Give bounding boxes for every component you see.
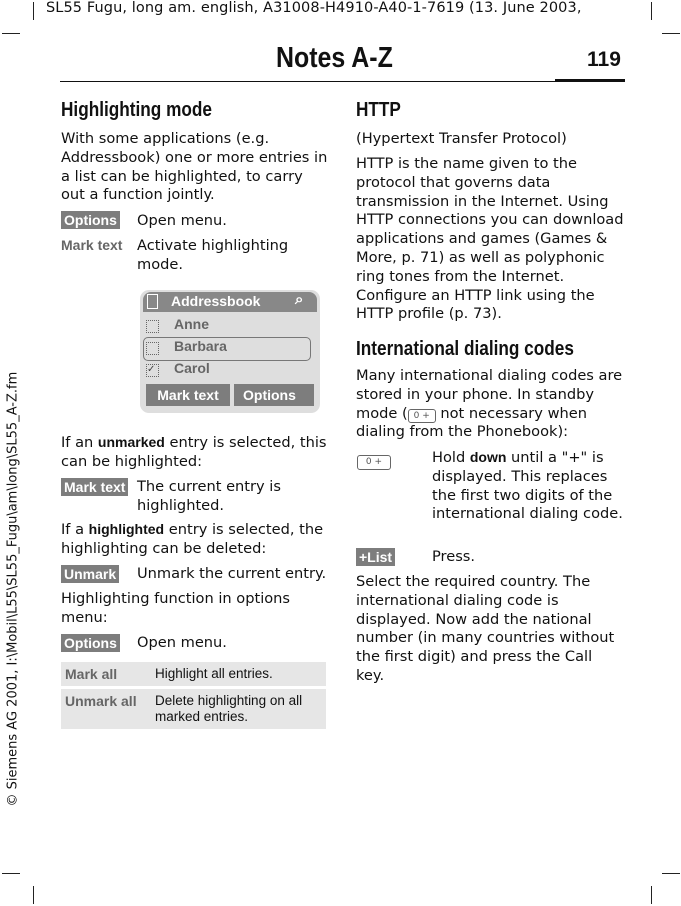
mark-text-key: Mark text bbox=[61, 237, 123, 253]
options-key: Options bbox=[61, 634, 120, 652]
text: entry is selected, the highlighting can be deleted: bbox=[61, 521, 324, 557]
crop-mark bbox=[2, 873, 20, 874]
checkbox-checked: ✓ bbox=[146, 364, 159, 377]
checkbox-unchecked bbox=[146, 320, 159, 333]
checkbox-unchecked bbox=[146, 342, 159, 355]
search-icon: ⌕ bbox=[295, 291, 304, 308]
screen-title-bar bbox=[143, 292, 317, 312]
list-key: +List bbox=[356, 548, 395, 566]
text: entry is selected, this can be highlighted: bbox=[61, 434, 327, 470]
option-description: Highlight all entries. bbox=[151, 662, 326, 686]
intro-paragraph: With some applications (e.g. Addressbook) one or more entries in a list can be highlighted, to carry out a function jointly. bbox=[61, 130, 328, 204]
emphasis: down bbox=[469, 449, 507, 465]
step-text: The current entry is highlighted. bbox=[137, 478, 281, 514]
zero-key-icon: 0 + bbox=[357, 455, 391, 470]
options-intro: Highlighting function in options menu: bbox=[61, 590, 291, 626]
screen-title: Addressbook bbox=[171, 293, 261, 309]
mark-text-key: Mark text bbox=[61, 478, 128, 496]
emphasis: highlighted bbox=[88, 521, 165, 537]
crop-mark bbox=[662, 873, 680, 874]
option-name: Mark all bbox=[61, 662, 151, 686]
crop-mark bbox=[33, 2, 34, 20]
options-key: Options bbox=[61, 211, 120, 229]
selection-frame bbox=[143, 337, 311, 361]
unmarked-paragraph bbox=[61, 433, 329, 472]
step-text: Press. bbox=[432, 548, 476, 565]
section-heading-international: International dialing codes bbox=[356, 338, 574, 360]
list-item: Carol bbox=[174, 360, 210, 376]
text: If an bbox=[61, 434, 98, 451]
crop-mark bbox=[33, 886, 34, 904]
option-description: Delete highlighting on all marked entries. bbox=[151, 689, 326, 729]
addressbook-icon bbox=[147, 294, 158, 309]
unmark-key: Unmark bbox=[61, 565, 119, 583]
hold-paragraph bbox=[432, 448, 624, 524]
side-text: © Siemens AG 2001, I:\Mobil\L55\SL55_Fugu\am\long\SL55_A-Z.fm bbox=[5, 371, 21, 807]
text: Many international dialing codes are stored in your phone. In standby mode ( bbox=[356, 367, 623, 422]
page-title: Notes A-Z bbox=[276, 42, 393, 74]
softkey-left: Mark text bbox=[146, 384, 230, 406]
text: until a "+" is displayed. This replaces the first two digits of the international dialing code. bbox=[432, 449, 623, 523]
step-text: Activate highlighting mode. bbox=[137, 237, 289, 273]
step-text: Unmark the current entry. bbox=[137, 565, 327, 582]
closing-paragraph: Select the required country. The international dialing code is displayed. Now add the national number (in many countries without the first digit) and press the Call key. bbox=[356, 573, 615, 684]
section-heading-highlighting: Highlighting mode bbox=[61, 99, 212, 121]
http-paragraph: HTTP is the name given to the protocol that governs data transmission in the Internet. Using HTTP connections you can download applications and games (Games & More, p. 71) as well as polyphonic ring tones from the Internet. Configure an HTTP link using the HTTP profile (p. 73). bbox=[356, 155, 624, 323]
http-expansion: (Hypertext Transfer Protocol) bbox=[356, 130, 567, 147]
highlighted-paragraph bbox=[61, 520, 329, 559]
page-number-rule bbox=[555, 79, 625, 82]
crop-mark bbox=[2, 33, 20, 34]
running-head: SL55 Fugu, long am. english, A31008-H4910-A40-1-7619 (13. June 2003, bbox=[46, 0, 582, 16]
softkey-right: Options bbox=[234, 384, 314, 406]
table-row bbox=[61, 689, 326, 729]
text: If a bbox=[61, 521, 89, 538]
text: not necessary when dialing from the Phonebook): bbox=[356, 404, 587, 441]
section-heading-http: HTTP bbox=[356, 99, 401, 121]
crop-mark bbox=[651, 886, 652, 904]
crop-mark bbox=[651, 2, 652, 20]
list-item: Anne bbox=[174, 316, 209, 332]
header-rule bbox=[60, 81, 555, 82]
step-text: Open menu. bbox=[137, 212, 227, 229]
intl-paragraph bbox=[356, 367, 624, 442]
crop-mark bbox=[662, 33, 680, 34]
emphasis: unmarked bbox=[97, 434, 165, 450]
list-item: Barbara bbox=[174, 338, 227, 354]
options-table bbox=[61, 659, 326, 732]
step-text: Open menu. bbox=[137, 634, 227, 651]
table-row bbox=[61, 662, 326, 686]
zero-key-icon: 0 + bbox=[408, 409, 436, 423]
page-number: 119 bbox=[587, 48, 621, 71]
text: Hold bbox=[432, 449, 470, 466]
option-name: Unmark all bbox=[61, 689, 151, 729]
